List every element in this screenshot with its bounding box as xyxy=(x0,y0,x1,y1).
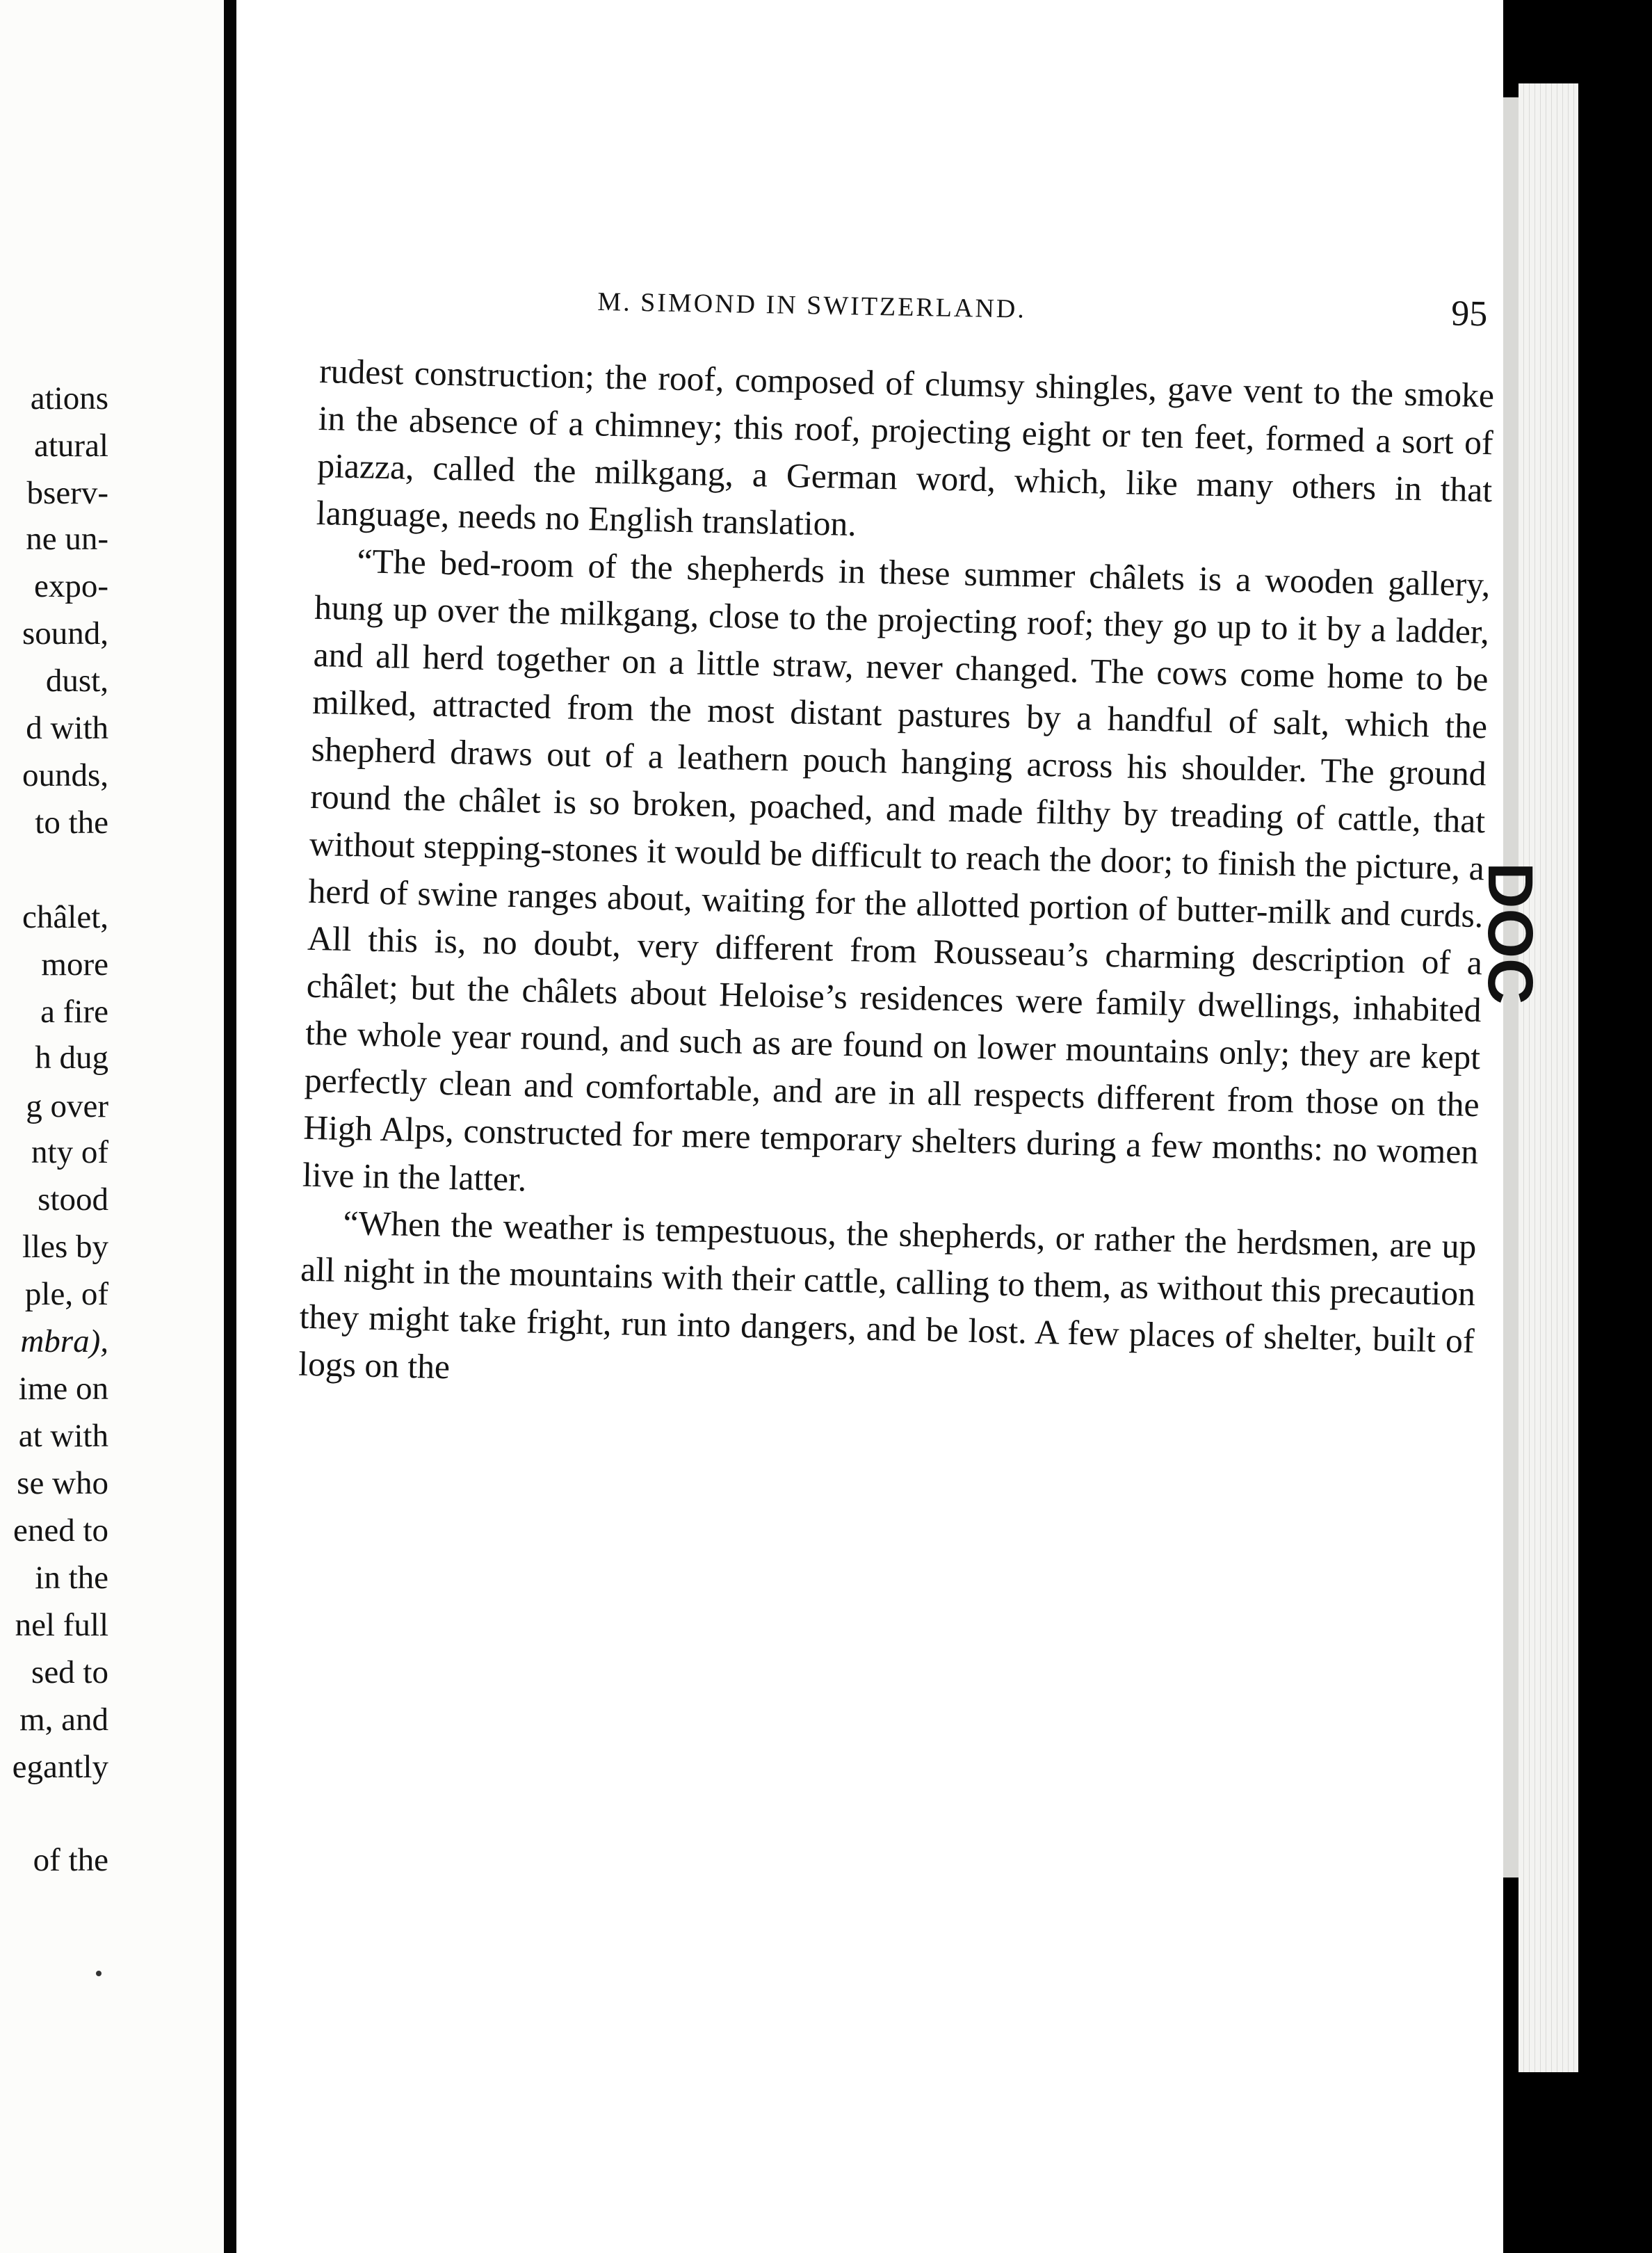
left-page-line-fragment: ened to xyxy=(13,1512,108,1549)
left-page-line-fragment: g over xyxy=(26,1088,108,1124)
running-head xyxy=(597,278,1488,334)
left-page-line-fragment: se who xyxy=(17,1465,108,1501)
left-page-line-fragment: m, and xyxy=(19,1702,108,1738)
left-page-line-fragment: stood xyxy=(38,1181,108,1218)
left-page-line-fragment: in the xyxy=(35,1560,108,1596)
left-page-line-fragment: of the xyxy=(33,1842,108,1878)
right-page xyxy=(236,0,1503,2253)
left-page-line-fragment: lles by xyxy=(22,1229,108,1265)
left-page-line-fragment: bserv- xyxy=(26,475,108,511)
left-page-line-fragment: dust, xyxy=(45,663,108,699)
left-page-line-fragment: ne un- xyxy=(26,521,108,557)
left-page-line-fragment: d with xyxy=(26,710,108,746)
left-page-line-fragment: sed to xyxy=(31,1654,108,1690)
paragraph: rudest construction; the roof, composed of clumsy shingles, gave vent to the smoke in the absence of a chimney; this roof, projecting eight or ten feet, formed a sort of piazza, called the milkgang, a German word, which, like many others in that language, needs no English translation. xyxy=(316,351,1495,544)
left-page-line-fragment: nel full xyxy=(15,1607,108,1643)
left-page-line-fragment: sound, xyxy=(22,615,108,652)
left-page-line-fragment: nty of xyxy=(31,1134,108,1170)
left-page-partial xyxy=(0,0,224,2253)
ink-speck xyxy=(96,1971,102,1976)
left-page-line-fragment: ple, of xyxy=(24,1276,108,1312)
left-page-line-fragment: atural xyxy=(34,428,108,464)
left-page-line-fragment: mbra), xyxy=(20,1323,108,1359)
left-page-line-fragment: at with xyxy=(18,1418,108,1454)
left-page-line-fragment: ations xyxy=(30,380,108,417)
left-page-line-fragment: h dug xyxy=(35,1040,108,1076)
left-page-line-fragment: ounds, xyxy=(22,757,108,793)
paragraph: “The bed-room of the shepherds in these summer châlets is a wooden gallery, hung up over the milkgang, close to the projecting roof; they go up to it by a ladder, and all herd together on a little straw, never changed. The cows come home to be milked, attracted from the most distant pastures by a handful of salt, which the shepherd draws out of a leathern pouch hanging across his shoulder. The ground round the châlet is so broken, poached, and made filthy by treading of cattle, that without stepping-stones it would be difficult to reach the door; to finish the picture, a herd of swine ranges about, waiting for the allotted portion of butter-milk and curds. All this is, no doubt, very different from Rousseau’s charming description of a châlet; but the châlets about Heloise’s residences were family dwellings, inhabited the whole year round, and such as are found on lower mountains only; they are kept perfectly clean and comfortable, and are in all respects different from those on the High Alps, constructed for mere temporary shelters during a few months: no women live in the latter. xyxy=(302,542,1491,1199)
left-page-line-fragment: to the xyxy=(35,805,108,841)
left-page-line-fragment: a fire xyxy=(40,994,108,1030)
page-number: 95 xyxy=(1450,293,1488,334)
page-edge-stack xyxy=(1503,83,1587,2072)
paragraph: “When the weather is tempestuous, the shepherds, or rather the herdsmen, are up all night in the mountains with their cattle, calling to them, as without this precaution they might take fright, run into dangers, and be lost. A few places of shelter, built of logs on the xyxy=(298,1203,1477,1387)
left-page-line-fragment: châlet, xyxy=(22,899,108,935)
running-head-title: M. SIMOND IN SWITZERLAND. xyxy=(597,286,1027,324)
edge-stamp xyxy=(1311,862,1548,897)
left-page-line-fragment: expo- xyxy=(33,568,108,604)
page-edge-lines xyxy=(1519,83,1578,2072)
left-page-line-fragment: egantly xyxy=(12,1749,108,1785)
left-page-line-fragment: more xyxy=(41,946,108,983)
left-page-line-fragment: ime on xyxy=(18,1371,108,1407)
book-gutter xyxy=(224,0,236,2253)
